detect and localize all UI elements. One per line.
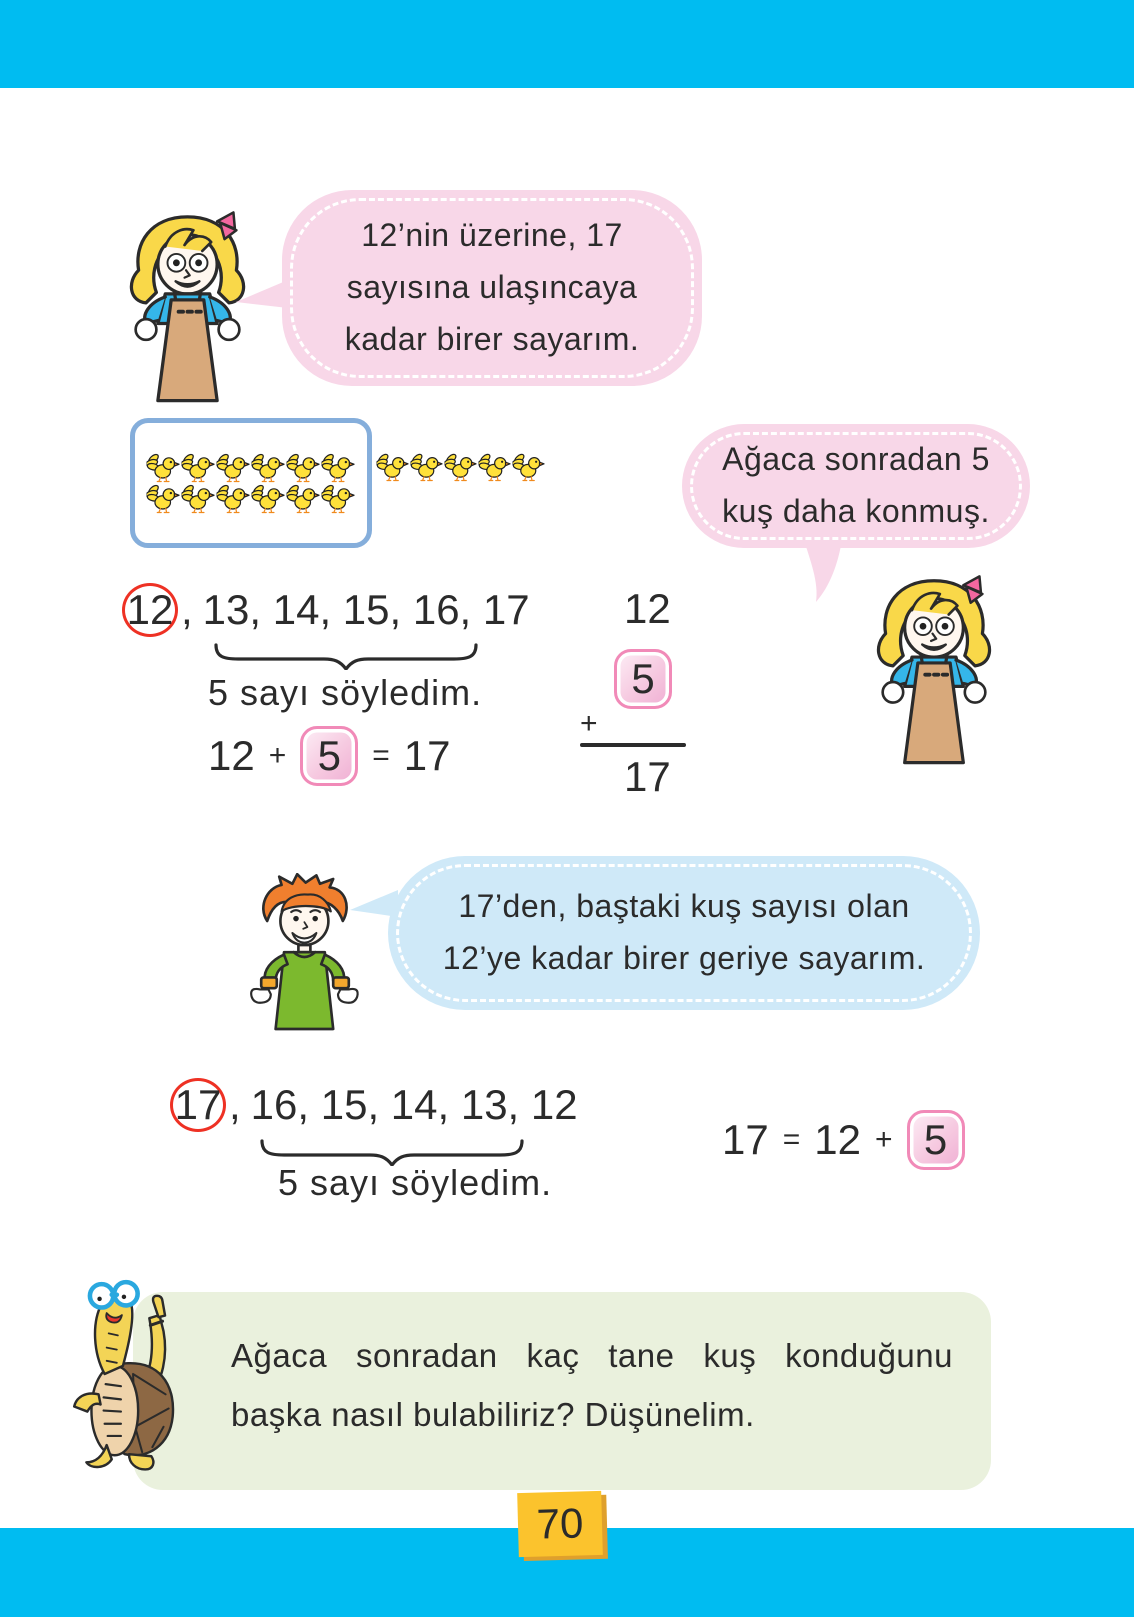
top-blue-bar <box>0 0 1134 88</box>
column-addition <box>580 585 690 800</box>
speech-text: 17’den, baştaki kuş sayısı olan 12’ye kadar birer geriye sayarım. <box>442 888 926 976</box>
speech-tail <box>236 276 288 314</box>
speech-bubble-girl-top <box>282 190 702 386</box>
speech-text: Ağaca sonradan 5 kuş daha konmuş. <box>722 441 990 529</box>
reverse-equation: 17 = 12 + 5 <box>722 1110 965 1170</box>
chick-icon <box>286 452 321 483</box>
think-note <box>133 1292 991 1490</box>
chick-icon <box>512 452 546 482</box>
girl-character-right <box>853 572 1015 770</box>
chick-icon <box>216 452 251 483</box>
answer-box: 5 <box>300 726 358 786</box>
chick-icon <box>478 452 512 482</box>
chick-icon <box>286 483 321 514</box>
sequence-numbers: 16, 15, 14, 13, 12 <box>250 1081 578 1128</box>
chick-icon <box>444 452 478 482</box>
speech-tail <box>796 540 854 604</box>
sum-value: 17 <box>624 753 671 800</box>
chick-icon <box>216 483 251 514</box>
chick-row-outside <box>376 452 546 482</box>
chick-icon <box>321 483 356 514</box>
chick-icon <box>181 452 216 483</box>
chick-icon <box>146 452 181 483</box>
count-label: 5 sayı söyledim. <box>278 1162 553 1203</box>
note-text: Ağaca sonradan kaç tane kuş konduğunu başka nasıl bulabiliriz? Düşünelim. <box>231 1337 953 1434</box>
page-number: 70 <box>536 1499 584 1548</box>
chick-icon <box>251 452 286 483</box>
plus-sign: + <box>580 707 598 740</box>
chick-icon <box>251 483 286 514</box>
chick-icon <box>146 483 181 514</box>
answer-box: 5 <box>907 1110 965 1170</box>
count-label: 5 sayı söyledim. <box>208 672 483 713</box>
sum-line <box>580 743 686 747</box>
count-up-sequence: 12 , 13, 14, 15, 16, 17 <box>122 583 530 637</box>
chick-icon <box>376 452 410 482</box>
chick-box <box>130 418 372 548</box>
answer-box: 5 <box>614 649 672 709</box>
addend-top: 12 <box>624 585 671 632</box>
sequence-numbers: 13, 14, 15, 16, 17 <box>202 586 530 633</box>
chick-icon <box>321 452 356 483</box>
speech-bubble-boy <box>388 856 980 1010</box>
addition-equation: 12 + 5 = 17 <box>208 726 451 786</box>
page-number-badge <box>517 1491 603 1557</box>
underbrace <box>212 642 480 670</box>
turtle-character <box>62 1270 194 1478</box>
circled-start-number: 12 <box>122 583 178 637</box>
speech-text: 12’nin üzerine, 17 sayısına ulaşıncaya kadar birer sayarım. <box>344 217 640 357</box>
speech-bubble-girl-right <box>682 424 1030 548</box>
count-down-sequence: 17 , 16, 15, 14, 13, 12 <box>170 1078 578 1132</box>
chick-icon <box>181 483 216 514</box>
circled-start-number: 17 <box>170 1078 226 1132</box>
chick-icon <box>410 452 444 482</box>
